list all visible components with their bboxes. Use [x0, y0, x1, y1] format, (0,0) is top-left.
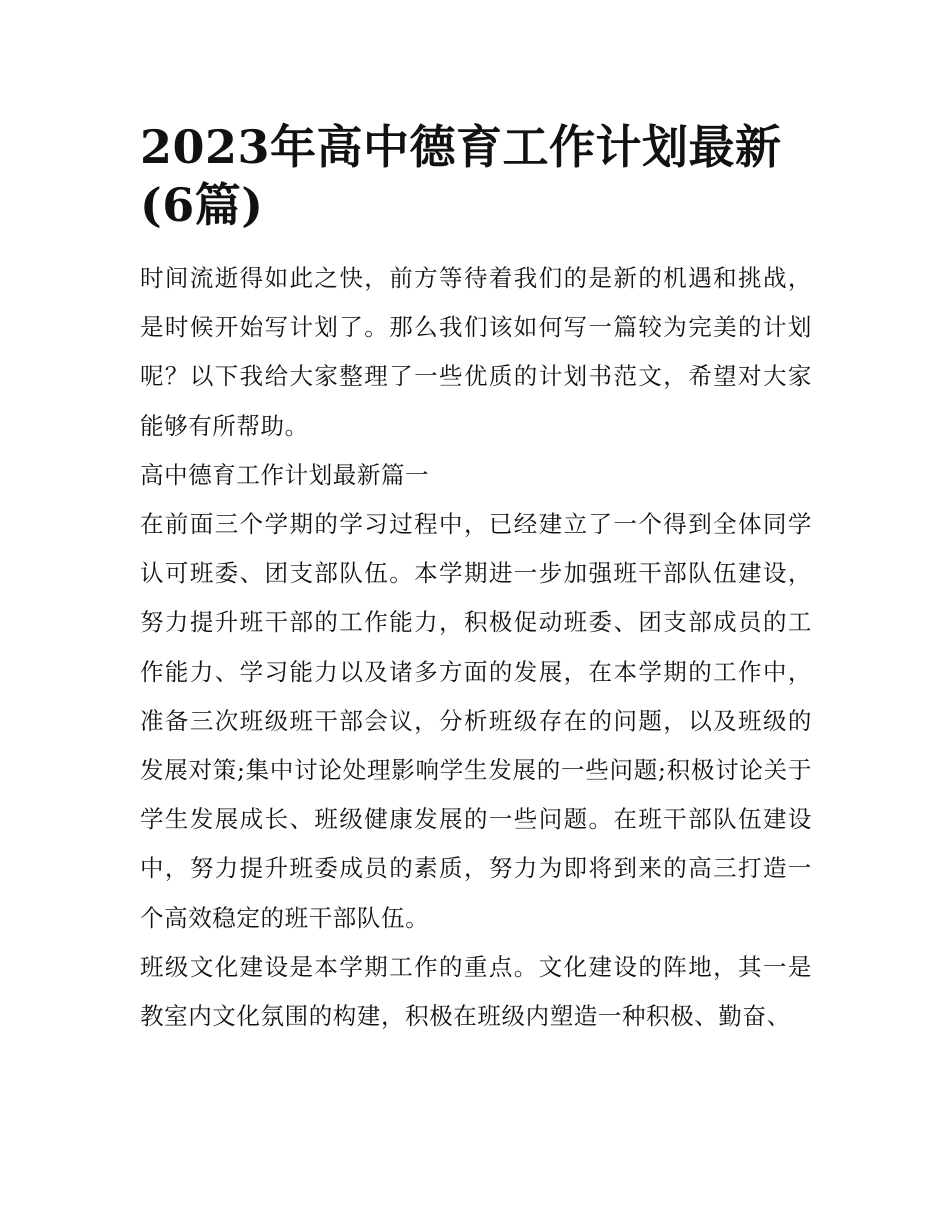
document-title: 2023年高中德育工作计划最新(6篇) — [140, 120, 782, 232]
intro-paragraph: 时间流逝得如此之快，前方等待着我们的是新的机遇和挑战，是时候开始写计划了。那么我们该如何写一篇较为完美的计划呢？以下我给大家整理了一些优质的计划书范文，希望对大家能够有所帮助。 — [140, 264, 812, 440]
body-paragraph-1: 在前面三个学期的学习过程中，已经建立了一个得到全体同学认可班委、团支部队伍。本学期进一步加强班干部队伍建设，努力提升班干部的工作能力，积极促动班委、团支部成员的工作能力、学习能力以及诸多方面的发展，在本学期的工作中，准备三次班级班干部会议，分析班级存在的问题，以及班级的发展对策;集中讨论处理影响学生发展的一些问题;积极讨论关于学生发展成长、班级健康发展的一些问题。在班干部队伍建设中，努力提升班委成员的素质，努力为即将到来的高三打造一个高效稳定的班干部队伍。 — [140, 510, 812, 932]
section-heading-1: 高中德育工作计划最新篇一 — [140, 460, 430, 489]
body-paragraph-2: 班级文化建设是本学期工作的重点。文化建设的阵地，其一是教室内文化氛围的构建，积极在班级内塑造一种积极、勤奋、 — [140, 952, 812, 1031]
document-content — [140, 118, 812, 1041]
